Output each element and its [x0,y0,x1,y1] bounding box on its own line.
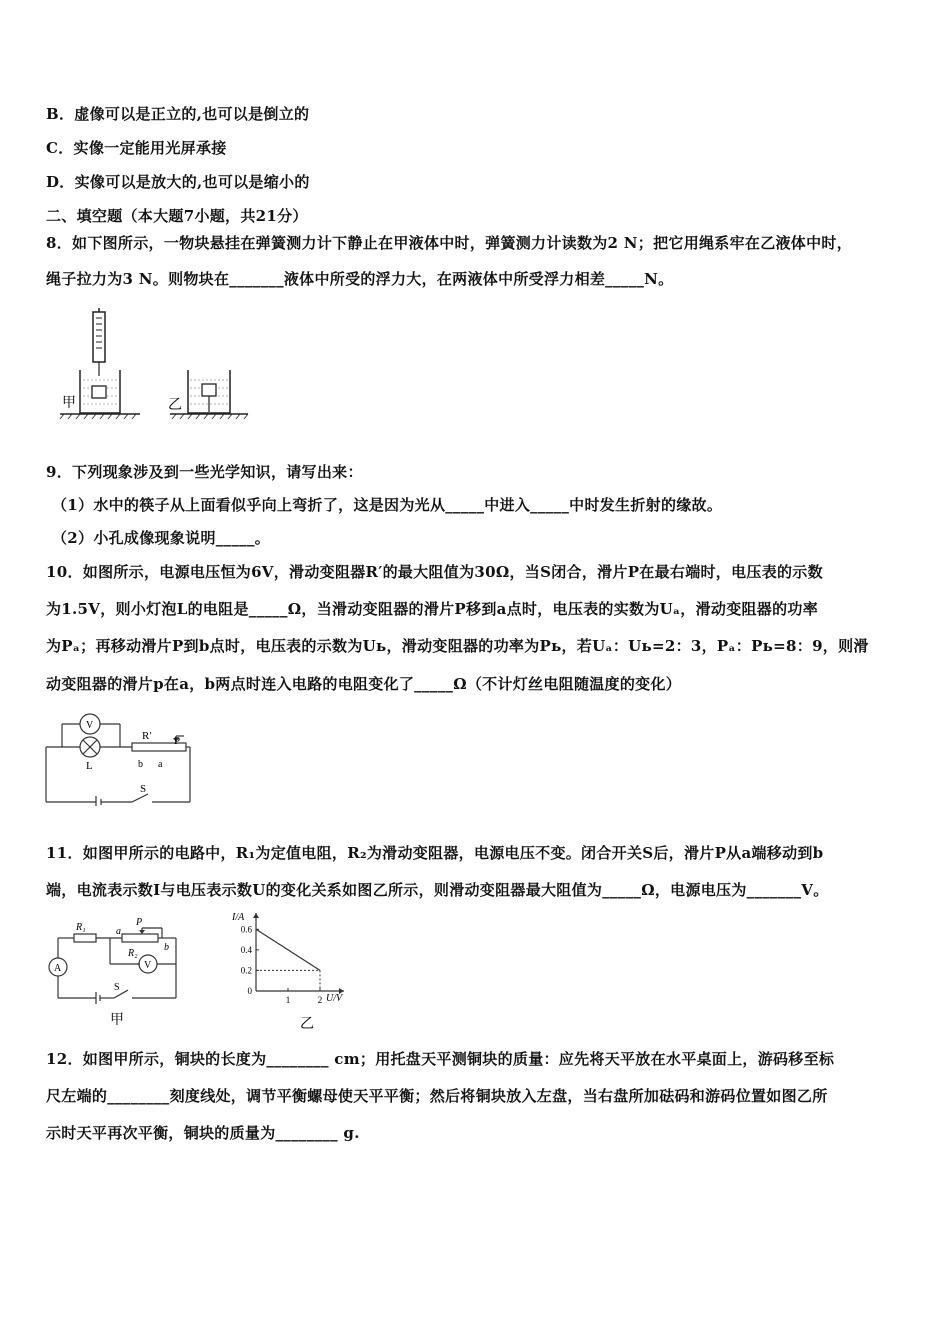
option-d: D．实像可以是放大的,也可以是缩小的 [46,173,310,191]
q9-line3: （2）小孔成像现象说明_____。 [52,529,271,547]
spring-scale-body [93,312,105,362]
r2-symbol [122,934,158,942]
caption-yi: 乙 [300,1017,314,1032]
r1-symbol [74,934,96,942]
q10-circuit [44,706,194,806]
label-jia: 甲 [62,396,76,411]
s-label: S [140,783,147,795]
graph-group [241,913,344,1005]
caption-jia: 甲 [110,1013,124,1028]
y-tick-label: 0 [247,986,252,996]
q10-line2: 为1.5V，则小灯泡L的电阻是_____Ω，当滑动变阻器的滑片P移到a点时，电压表的实数为Uₐ，滑动变阻器的功率 [46,600,819,618]
q10-line3: 为Pₐ；再移动滑片P到b点时，电压表的示数为Uь，滑动变阻器的功率为Pь，若Uₐ：Uь=2：3，Pₐ：Pь=8：9，则滑 [46,637,869,655]
q10-line1: 10．如图所示，电源电压恒为6V，滑动变阻器R′的最大阻值为30Ω，当S闭合，滑片P在最右端时，电压表的示数 [46,563,823,581]
y-tick-label: 0.6 [240,924,252,935]
data-line [256,929,320,970]
r1-label: R₁ [76,922,86,933]
r2-label: R₂ [128,948,138,959]
x-tick-label: 1 [285,995,291,1005]
q12-line1: 12．如图甲所示，铜块的长度为________ cm；用托盘天平测铜块的质量：应先将天平放在水平桌面上，游码移至标 [46,1050,835,1068]
block-yi [202,384,216,396]
a-label: a [116,926,121,937]
a-label: a [158,759,163,770]
l-label: L [86,760,93,772]
q9-line1: 9．下列现象涉及到一些光学知识，请写出来： [46,463,363,481]
s-label: S [114,982,120,993]
q11-graph-yi [228,908,368,1033]
q8-figure [58,308,253,423]
q11-circuit-jia [44,910,194,1030]
q12-line3: 示时天平再次平衡，铜块的质量为________ g. [46,1124,360,1142]
r-label: R′ [142,730,152,742]
ammeter-label: A [54,963,62,974]
y-tick-label: 0.2 [240,965,252,976]
p-label: P [136,917,143,928]
option-b: B．虚像可以是正立的,也可以是倒立的 [46,105,310,123]
p-label: P [174,735,181,747]
option-c: C．实像一定能用光屏承接 [46,139,227,157]
y-axis-arrow [253,913,259,918]
q10-line4: 动变阻器的滑片p在a，b两点时连入电路的电阻变化了_____Ω（不计灯丝电阻随温度的变化） [46,675,682,693]
q11-line1: 11．如图甲所示的电路中，R₁为定值电阻，R₂为滑动变阻器，电源电压不变。闭合开关S后，滑片P从a端移动到b [46,844,824,862]
q8-line1: 8．如下图所示，一物块悬挂在弹簧测力计下静止在甲液体中时，弹簧测力计读数为2 N；把它用绳系牢在乙液体中时， [46,234,853,252]
y-axis-label: I/A [232,912,245,923]
section-title: 二、填空题（本大题7小题，共21分） [46,207,308,225]
y-tick-label: 0.4 [240,944,252,955]
q11-line2: 端，电流表示数I与电压表示数U的变化关系如图乙所示，则滑动变阻器最大阻值为_____Ω，电源电压为_______V。 [46,881,829,899]
q8-line2: 绳子拉力为3 N。则物块在_______液体中所受的浮力大，在两液体中所受浮力相差_____N。 [46,270,674,288]
x-tick-label: 2 [317,995,323,1005]
voltmeter-label: V [144,960,152,971]
label-yi: 乙 [168,398,182,413]
b-label: b [164,942,169,953]
block-jia [92,386,106,398]
x-axis-label: U/V [326,993,343,1004]
v-label: V [86,720,94,731]
b-label: b [138,759,143,770]
q9-line2: （1）水中的筷子从上面看似乎向上弯折了，这是因为光从_____中进入_____中时发生折射的缘故。 [52,496,723,514]
q12-line2: 尺左端的________刻度线处，调节平衡螺母使天平平衡；然后将铜块放入左盘，当右盘所加砝码和游码位置如图乙所 [46,1087,828,1105]
